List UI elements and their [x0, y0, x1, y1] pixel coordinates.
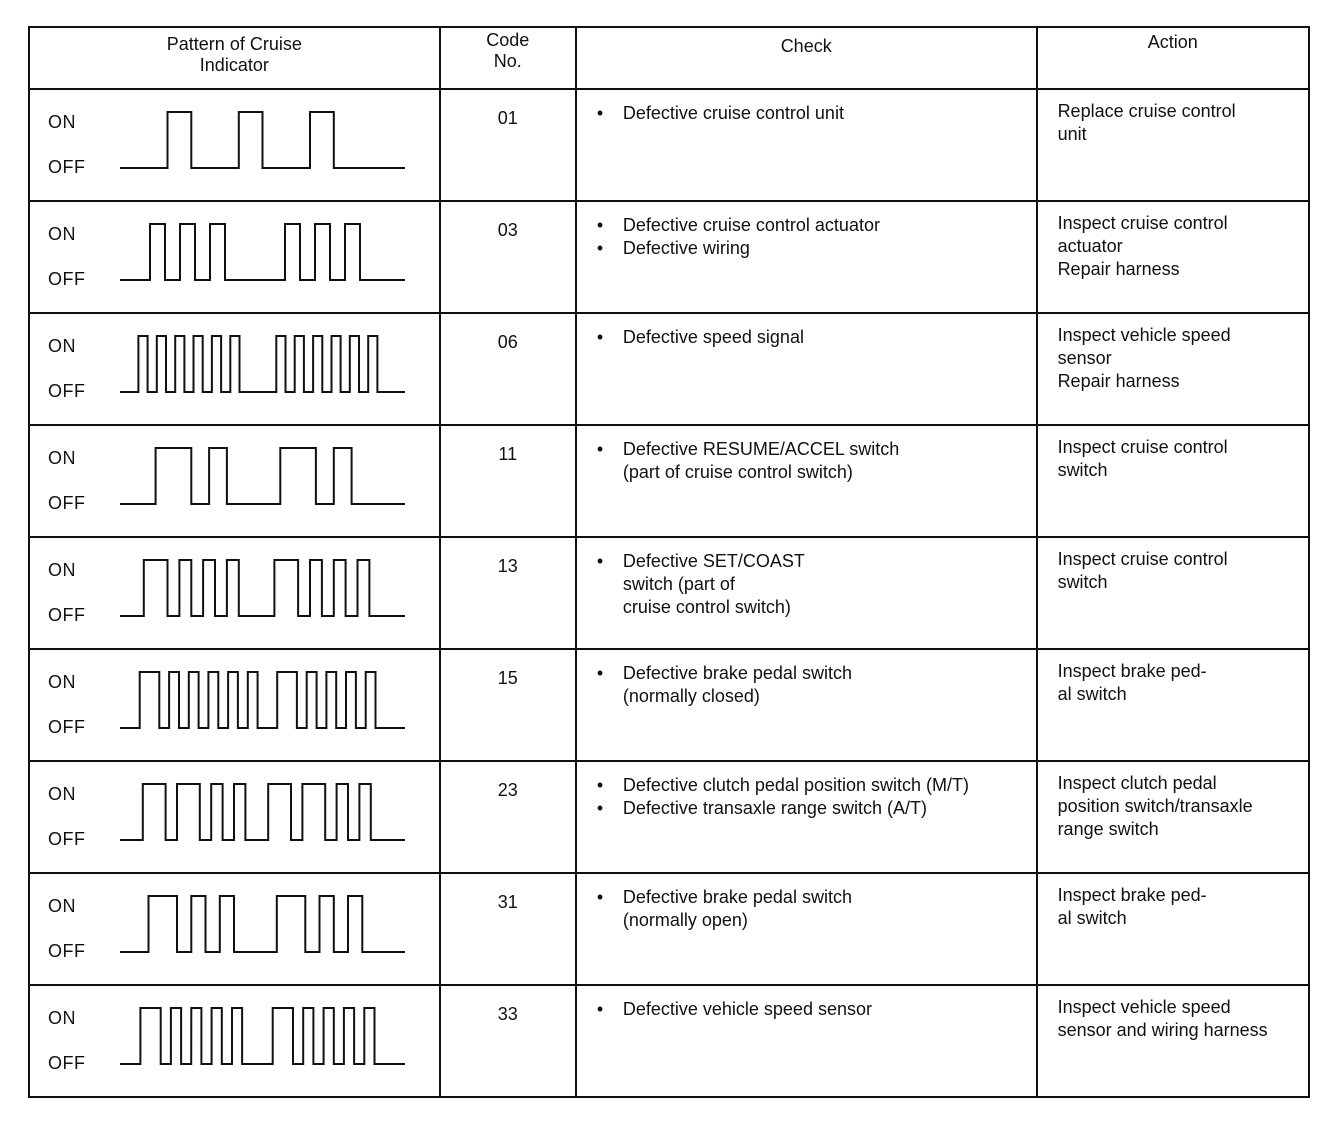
pattern-wrap — [30, 986, 439, 1094]
check-text: Defective clutch pedal position switch (M/T) — [622, 775, 969, 795]
action-line: Inspect cruise control — [1057, 549, 1228, 569]
header-pattern-line-1: Pattern of Cruise — [166, 34, 302, 54]
action-line: sensor and wiring harness — [1057, 1020, 1268, 1040]
waveform-path — [120, 448, 405, 504]
header-action-label: Action — [1147, 32, 1198, 52]
indicator-waveform — [30, 762, 440, 870]
pattern-cell — [29, 649, 440, 761]
indicator-waveform — [30, 874, 440, 982]
pattern-wrap — [30, 650, 439, 758]
check-item — [597, 438, 1028, 461]
pattern-cell — [29, 313, 440, 425]
action-line: Inspect brake ped- — [1057, 885, 1207, 905]
indicator-waveform — [30, 986, 440, 1094]
code-cell: 11 — [440, 425, 576, 537]
table-row — [29, 313, 1309, 425]
check-text-continued: (part of cruise control switch) — [622, 462, 853, 482]
pattern-wrap — [30, 314, 439, 422]
waveform-path — [120, 896, 405, 952]
check-text: Defective vehicle speed sensor — [622, 999, 872, 1019]
action-cell — [1037, 201, 1309, 313]
pattern-cell — [29, 873, 440, 985]
check-item — [597, 326, 1028, 349]
check-item — [597, 886, 1028, 909]
action-line: sensor — [1057, 348, 1112, 368]
off-label: OFF — [48, 1053, 86, 1073]
pattern-wrap — [30, 426, 439, 534]
bullet-icon: • — [596, 798, 604, 818]
check-cell — [576, 313, 1037, 425]
header-check — [576, 27, 1037, 89]
off-label: OFF — [48, 829, 86, 849]
indicator-waveform — [30, 538, 440, 646]
on-label: ON — [48, 224, 76, 244]
waveform-path — [120, 784, 405, 840]
off-label: OFF — [48, 717, 86, 737]
on-label: ON — [48, 336, 76, 356]
indicator-waveform — [30, 314, 440, 422]
check-text-continued: cruise control switch) — [622, 597, 791, 617]
pattern-wrap — [30, 874, 439, 982]
on-label: ON — [48, 896, 76, 916]
action-line: actuator — [1057, 236, 1123, 256]
waveform-path — [120, 224, 405, 280]
check-text-continued: (normally closed) — [622, 686, 760, 706]
bullet-icon: • — [596, 103, 604, 123]
header-check-label: Check — [780, 36, 832, 56]
check-cell — [576, 649, 1037, 761]
off-label: OFF — [48, 493, 86, 513]
waveform-path — [120, 336, 405, 392]
indicator-waveform — [30, 426, 440, 534]
pattern-cell — [29, 761, 440, 873]
check-item — [597, 214, 1028, 237]
action-line: range switch — [1057, 819, 1159, 839]
action-line: al switch — [1057, 908, 1127, 928]
table-row — [29, 425, 1309, 537]
check-text: Defective cruise control actuator — [622, 215, 880, 235]
action-line: unit — [1057, 124, 1087, 144]
check-cell — [576, 201, 1037, 313]
check-text: Defective SET/COAST — [622, 551, 805, 571]
table-row — [29, 201, 1309, 313]
check-text-continued: (normally open) — [622, 910, 748, 930]
on-label: ON — [48, 560, 76, 580]
off-label: OFF — [48, 381, 86, 401]
code-cell: 31 — [440, 873, 576, 985]
code-cell: 33 — [440, 985, 576, 1097]
check-cell — [576, 761, 1037, 873]
check-item — [597, 662, 1028, 685]
bullet-icon: • — [596, 775, 604, 795]
check-text: Defective brake pedal switch — [622, 663, 852, 683]
waveform-path — [120, 672, 405, 728]
pattern-cell — [29, 425, 440, 537]
pattern-wrap — [30, 538, 439, 646]
action-line: Inspect cruise control — [1057, 437, 1228, 457]
bullet-icon: • — [596, 439, 604, 459]
pattern-cell — [29, 89, 440, 201]
bullet-icon: • — [596, 887, 604, 907]
on-label: ON — [48, 112, 76, 132]
waveform-path — [120, 560, 405, 616]
off-label: OFF — [48, 941, 86, 961]
check-cell — [576, 89, 1037, 201]
check-text: Defective speed signal — [622, 327, 804, 347]
check-cell — [576, 985, 1037, 1097]
indicator-waveform — [30, 90, 440, 198]
on-label: ON — [48, 448, 76, 468]
check-text: Defective wiring — [622, 238, 750, 258]
header-row — [29, 27, 1309, 89]
action-cell — [1037, 649, 1309, 761]
table-row — [29, 537, 1309, 649]
action-line: Inspect clutch pedal — [1057, 773, 1217, 793]
pattern-cell — [29, 537, 440, 649]
action-line: Repair harness — [1057, 259, 1180, 279]
table-body — [29, 89, 1309, 1097]
check-item — [597, 102, 1028, 125]
action-line: Repair harness — [1057, 371, 1180, 391]
off-label: OFF — [48, 269, 86, 289]
indicator-waveform — [30, 650, 440, 758]
action-line: switch — [1057, 572, 1108, 592]
check-item — [597, 797, 1028, 820]
header-code-line-1: Code — [486, 30, 530, 50]
check-item — [597, 774, 1028, 797]
bullet-icon: • — [596, 999, 604, 1019]
action-line: Inspect brake ped- — [1057, 661, 1207, 681]
check-text: Defective cruise control unit — [622, 103, 844, 123]
action-line: position switch/transaxle — [1057, 796, 1253, 816]
waveform-path — [120, 112, 405, 168]
action-line: Inspect vehicle speed — [1057, 325, 1231, 345]
code-cell: 01 — [440, 89, 576, 201]
header-action — [1037, 27, 1309, 89]
waveform-path — [120, 1008, 405, 1064]
check-item — [597, 237, 1028, 260]
code-cell: 06 — [440, 313, 576, 425]
off-label: OFF — [48, 605, 86, 625]
check-item — [597, 998, 1028, 1021]
pattern-wrap — [30, 90, 439, 198]
check-text: Defective RESUME/ACCEL switch — [622, 439, 900, 459]
header-code-line-2: No. — [493, 51, 522, 71]
code-cell: 23 — [440, 761, 576, 873]
table-row — [29, 89, 1309, 201]
action-cell — [1037, 873, 1309, 985]
action-line: Inspect vehicle speed — [1057, 997, 1231, 1017]
table-row — [29, 873, 1309, 985]
code-cell: 03 — [440, 201, 576, 313]
table-row — [29, 761, 1309, 873]
check-text: Defective transaxle range switch (A/T) — [622, 798, 927, 818]
table-row — [29, 649, 1309, 761]
action-cell — [1037, 537, 1309, 649]
code-cell: 15 — [440, 649, 576, 761]
cruise-diagnosis-table — [28, 26, 1310, 1098]
action-cell — [1037, 985, 1309, 1097]
bullet-icon: • — [596, 327, 604, 347]
indicator-waveform — [30, 202, 440, 310]
table-row — [29, 985, 1309, 1097]
check-text-continued: switch (part of — [622, 574, 735, 594]
check-text: Defective brake pedal switch — [622, 887, 852, 907]
check-cell — [576, 537, 1037, 649]
pattern-wrap — [30, 202, 439, 310]
check-cell — [576, 425, 1037, 537]
action-line: al switch — [1057, 684, 1127, 704]
on-label: ON — [48, 1008, 76, 1028]
action-line: switch — [1057, 460, 1108, 480]
check-item — [597, 550, 1028, 573]
action-line: Replace cruise control — [1057, 101, 1236, 121]
bullet-icon: • — [596, 238, 604, 258]
code-cell: 13 — [440, 537, 576, 649]
bullet-icon: • — [596, 551, 604, 571]
off-label: OFF — [48, 157, 86, 177]
header-pattern — [29, 27, 440, 89]
action-cell — [1037, 761, 1309, 873]
on-label: ON — [48, 784, 76, 804]
action-cell — [1037, 89, 1309, 201]
header-code — [440, 27, 576, 89]
pattern-wrap — [30, 762, 439, 870]
header-pattern-line-2: Indicator — [199, 55, 269, 75]
action-line: Inspect cruise control — [1057, 213, 1228, 233]
action-cell — [1037, 313, 1309, 425]
pattern-cell — [29, 985, 440, 1097]
pattern-cell — [29, 201, 440, 313]
bullet-icon: • — [596, 663, 604, 683]
action-cell — [1037, 425, 1309, 537]
on-label: ON — [48, 672, 76, 692]
bullet-icon: • — [596, 215, 604, 235]
check-cell — [576, 873, 1037, 985]
